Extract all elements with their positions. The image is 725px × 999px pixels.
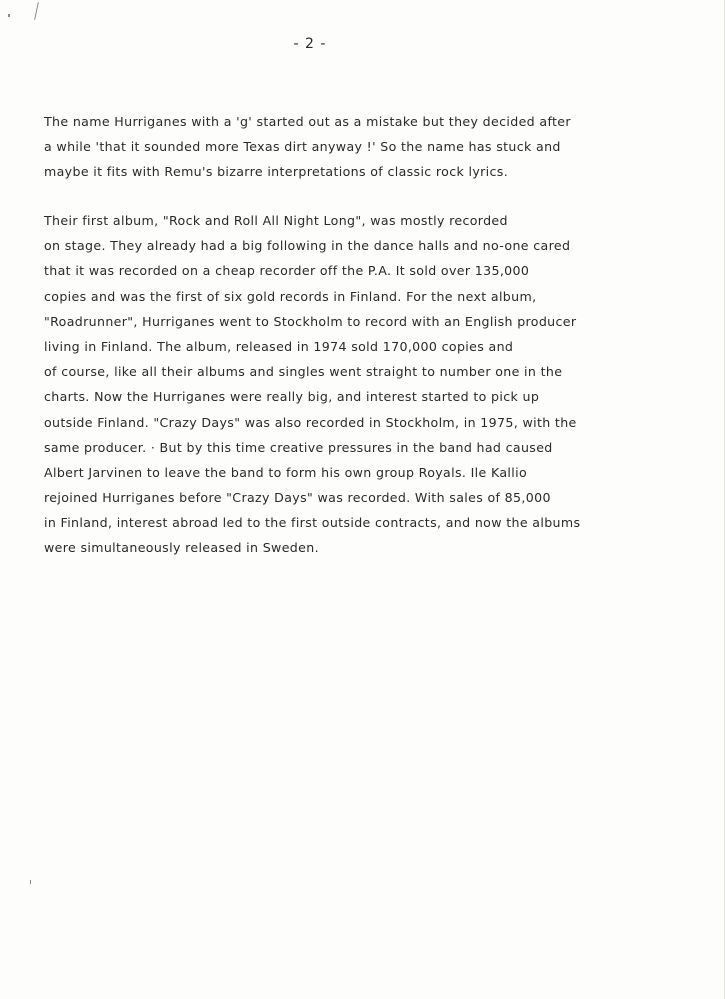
text-line: copies and was the first of six gold records in Finland. For the next album,: [44, 288, 537, 304]
text-line: on stage. They already had a big following in the dance halls and no-one cared: [44, 238, 571, 254]
text-line: living in Finland. The album, released in 1974 sold 170,000 copies and: [44, 338, 514, 354]
text-line: maybe it fits with Remu's bizarre interpretations of classic rock lyrics.: [44, 164, 509, 180]
paragraph: [44, 208, 580, 561]
stray-dot: [8, 14, 10, 17]
text-line: that it was recorded on a cheap recorder off the P.A. It sold over 135,000: [44, 263, 530, 279]
stray-dot: [30, 880, 31, 884]
text-line: charts. Now the Hurriganes were really big, and interest started to pick up: [44, 389, 540, 405]
text-line: "Roadrunner", Hurriganes went to Stockholm to record with an English producer: [44, 313, 577, 329]
text-line: same producer. · But by this time creative pressures in the band had caused: [44, 439, 553, 455]
text-line: outside Finland. "Crazy Days" was also recorded in Stockholm, in 1975, with the: [44, 414, 577, 430]
text-line: in Finland, interest abroad led to the first outside contracts, and now the albums: [44, 515, 581, 531]
text-line: of course, like all their albums and singles went straight to number one in the: [44, 364, 563, 380]
text-line: rejoined Hurriganes before "Crazy Days" was recorded. With sales of 85,000: [44, 490, 551, 506]
stray-pen-mark: [34, 2, 39, 20]
page-number: - 2 -: [293, 36, 327, 52]
text-line: Their first album, "Rock and Roll All Night Long", was mostly recorded: [44, 213, 508, 228]
text-line: The name Hurriganes with a 'g' started out as a mistake but they decided after: [44, 114, 571, 129]
text-line: Albert Jarvinen to leave the band to form his own group Royals. Ile Kallio: [44, 464, 528, 480]
paragraph: [44, 109, 571, 185]
text-line: were simultaneously released in Sweden.: [44, 540, 319, 556]
text-line: a while 'that it sounded more Texas dirt anyway !' So the name has stuck and: [44, 139, 561, 155]
